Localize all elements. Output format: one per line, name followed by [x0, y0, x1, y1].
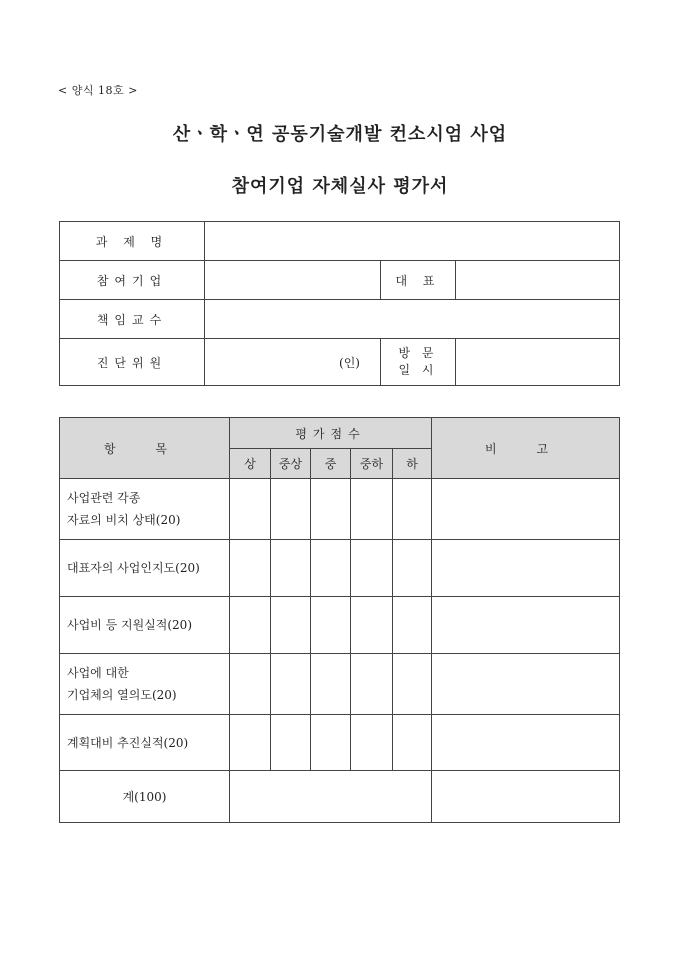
item-label	[60, 715, 230, 771]
visit-label-line1: 방 문	[398, 346, 438, 360]
table-row	[60, 540, 620, 597]
evaluator-value[interactable]	[205, 339, 381, 386]
item-line: 대표자의 사업인지도(20)	[67, 561, 200, 575]
table-row	[60, 715, 620, 771]
grade-header: 중상	[271, 449, 311, 479]
score-cell[interactable]	[311, 479, 351, 540]
score-cell[interactable]	[393, 654, 432, 715]
visit-label-line2: 일 시	[398, 363, 438, 377]
item-line: 자료의 비치 상태(20)	[67, 513, 181, 527]
score-cell[interactable]	[351, 479, 393, 540]
evaluator-row	[60, 339, 620, 386]
remarks-cell[interactable]	[432, 654, 620, 715]
item-label	[60, 654, 230, 715]
score-cell[interactable]	[393, 597, 432, 654]
item-line: 계획대비 추진실적(20)	[67, 735, 189, 750]
remarks-cell[interactable]	[432, 479, 620, 540]
header-row	[60, 418, 620, 449]
score-cell[interactable]	[271, 715, 311, 771]
item-label	[60, 597, 230, 654]
grade-header: 중하	[351, 449, 393, 479]
score-cell[interactable]	[311, 540, 351, 597]
score-cell[interactable]	[393, 479, 432, 540]
company-label: 참여기업	[60, 261, 205, 300]
score-cell[interactable]	[230, 654, 271, 715]
professor-row	[60, 300, 620, 339]
project-name-row	[60, 222, 620, 261]
form-title: 산ㆍ학ㆍ연 공동기술개발 컨소시엄 사업	[172, 124, 508, 145]
score-cell[interactable]	[271, 597, 311, 654]
total-label: 계(100)	[60, 771, 230, 823]
item-line: 사업비 등 지원실적(20)	[67, 618, 192, 632]
item-line: 사업관련 각종	[67, 491, 141, 505]
item-label	[60, 540, 230, 597]
remarks-header: 비 고	[432, 418, 620, 479]
evaluator-label: 진단위원	[60, 339, 205, 386]
evaluation-table	[59, 417, 620, 823]
score-cell[interactable]	[351, 597, 393, 654]
grade-header: 상	[230, 449, 271, 479]
total-score-cell[interactable]	[230, 771, 432, 823]
score-cell[interactable]	[351, 540, 393, 597]
score-cell[interactable]	[230, 540, 271, 597]
professor-label: 책임교수	[60, 300, 205, 339]
score-cell[interactable]	[271, 654, 311, 715]
company-row	[60, 261, 620, 300]
score-cell[interactable]	[271, 479, 311, 540]
project-name-value[interactable]	[205, 222, 620, 261]
table-row	[60, 597, 620, 654]
table-row	[60, 654, 620, 715]
grade-header: 중	[311, 449, 351, 479]
form-subtitle: 참여기업 자체실사 평가서	[231, 176, 449, 197]
project-name-label: 과 제 명	[60, 222, 205, 261]
item-line: 사업에 대한	[67, 666, 129, 680]
total-row	[60, 771, 620, 823]
remarks-cell[interactable]	[432, 540, 620, 597]
seal-mark: (인)	[339, 355, 360, 370]
score-cell[interactable]	[351, 654, 393, 715]
remarks-cell[interactable]	[432, 597, 620, 654]
score-header: 평가점수	[230, 418, 432, 449]
grade-header: 하	[393, 449, 432, 479]
visit-date-value[interactable]	[456, 339, 620, 386]
ceo-label: 대 표	[381, 261, 456, 300]
score-cell[interactable]	[271, 540, 311, 597]
score-cell[interactable]	[311, 654, 351, 715]
score-cell[interactable]	[230, 597, 271, 654]
score-cell[interactable]	[230, 715, 271, 771]
ceo-value[interactable]	[456, 261, 620, 300]
company-value[interactable]	[205, 261, 381, 300]
form-number: < 양식 18호 >	[58, 84, 138, 97]
remarks-cell[interactable]	[432, 715, 620, 771]
score-cell[interactable]	[393, 540, 432, 597]
score-cell[interactable]	[311, 715, 351, 771]
total-remarks-cell[interactable]	[432, 771, 620, 823]
info-table	[59, 221, 620, 386]
item-line: 기업체의 열의도(20)	[67, 688, 177, 702]
table-row	[60, 479, 620, 540]
score-cell[interactable]	[230, 479, 271, 540]
item-header: 항 목	[60, 418, 230, 479]
professor-value[interactable]	[205, 300, 620, 339]
score-cell[interactable]	[311, 597, 351, 654]
score-cell[interactable]	[351, 715, 393, 771]
score-cell[interactable]	[393, 715, 432, 771]
visit-date-label	[381, 339, 456, 386]
item-label	[60, 479, 230, 540]
